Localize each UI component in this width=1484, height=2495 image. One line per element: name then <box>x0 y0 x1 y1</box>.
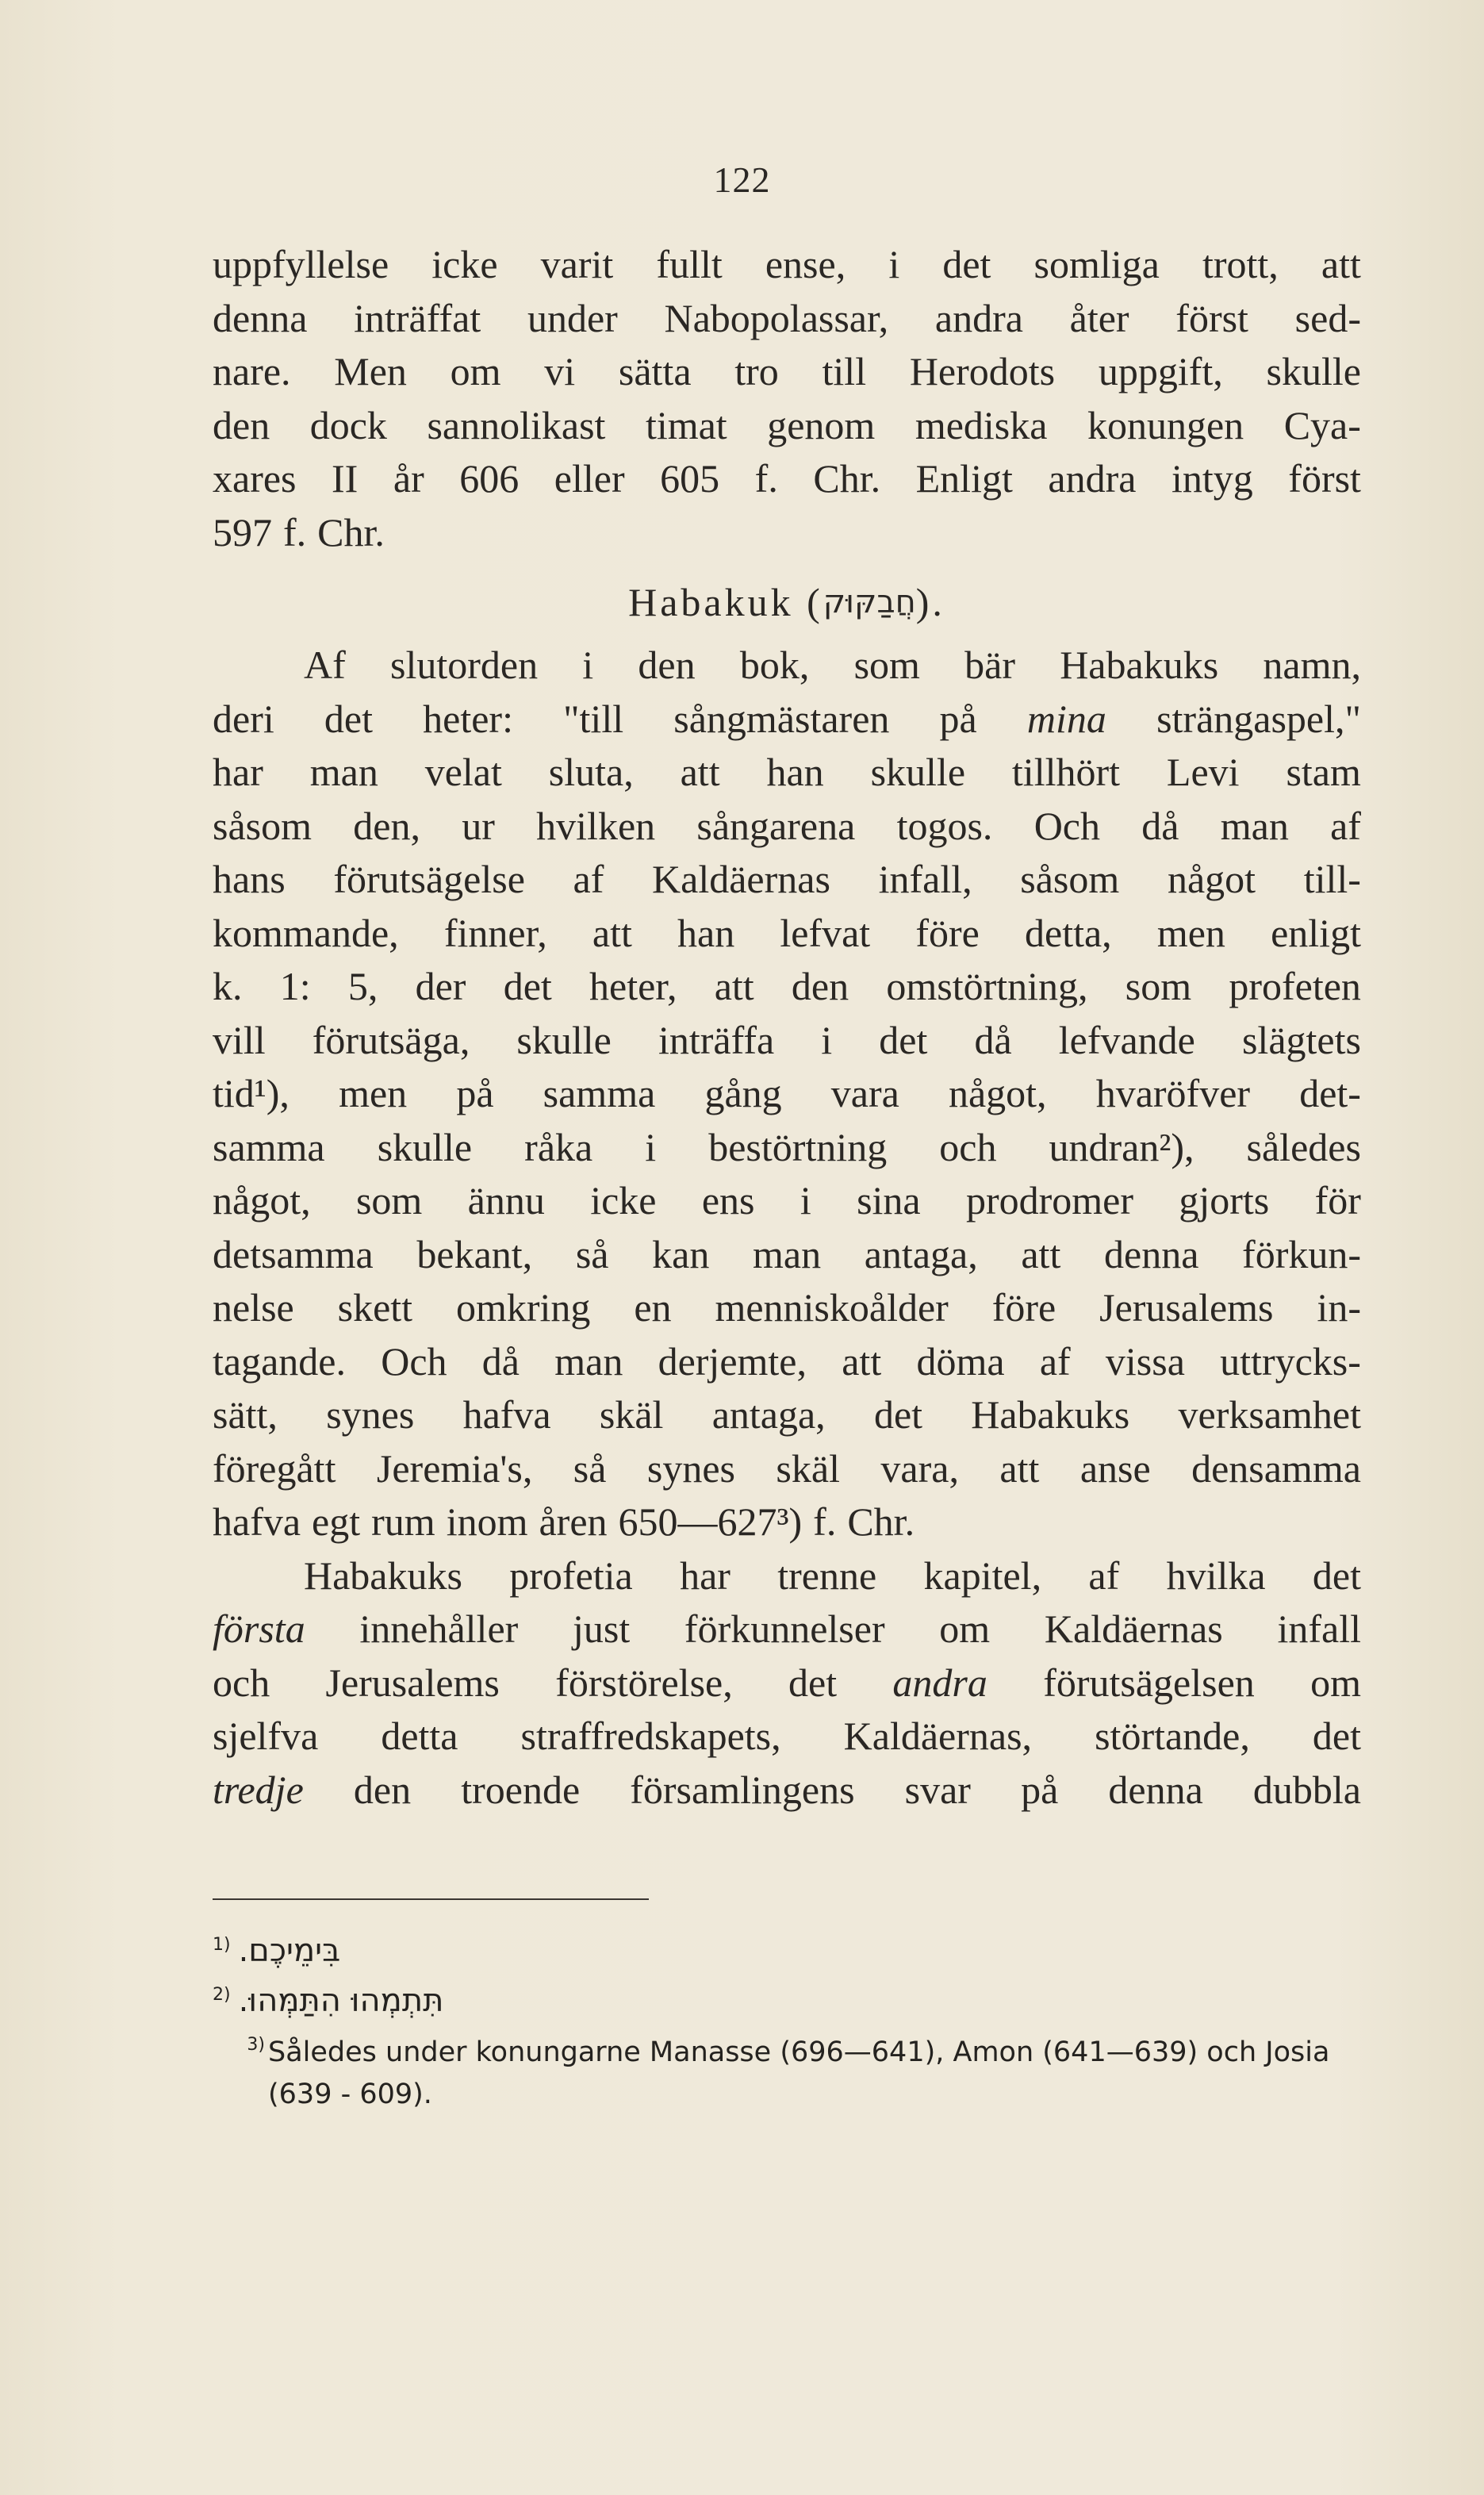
text-line: 597 f. Chr. <box>213 509 385 555</box>
footnote-divider <box>213 1898 649 1900</box>
text-line: uppfyllelse icke varit fullt ense, i det somliga trott, att <box>213 242 1361 286</box>
text-line: och Jerusalems förstörelse, det andra förutsägelsen om <box>213 1660 1361 1705</box>
text-line: sätt, synes hafva skäl antaga, det Habakuks verksamhet <box>213 1392 1361 1437</box>
text-line: Af slutorden i den bok, som bär Habakuks namn, <box>304 643 1361 687</box>
text-line: hafva egt rum inom åren 650—627³) f. Chr. <box>213 1499 915 1544</box>
footnote-marker: 1) <box>213 1935 231 1955</box>
text-line: sjelfva detta straffredskapets, Kaldäernas, störtande, det <box>213 1714 1361 1758</box>
text-line: nelse skett omkring en menniskoålder före Jerusalems in- <box>213 1285 1361 1330</box>
footnote-text: תִּתְמְהוּ הִתַּמְּהוּ. <box>238 1983 444 2019</box>
text-line: hans förutsägelse af Kaldäernas infall, såsom något till- <box>213 857 1361 901</box>
text-line: den dock sannolikast timat genom mediska konungen Cya- <box>213 402 1361 447</box>
paragraph-2 <box>213 639 1361 1549</box>
footnote-marker: 2) <box>213 1985 231 2005</box>
text-line: detsamma bekant, så kan man antaga, att denna förkun- <box>213 1231 1361 1276</box>
footnote-text: בִּימֵיכֶם. <box>238 1933 341 1969</box>
text-line: tredje den troende församlingens svar på denna dubbla <box>213 1767 1361 1812</box>
text-line: första innehåller just förkunnelser om Kaldäernas infall <box>213 1606 1361 1651</box>
text-line: föregått Jeremia's, så synes skäl vara, att anse densamma <box>213 1445 1361 1491</box>
text-line: samma skulle råka i bestörtning och undran²), således <box>213 1124 1361 1169</box>
footnotes <box>213 1924 1361 2116</box>
text-line: något, som ännu icke ens i sina prodromer gjorts för <box>213 1178 1361 1223</box>
footnote-2 <box>213 1974 1361 2024</box>
footnote-3 <box>213 2024 1361 2116</box>
footnote-1 <box>213 1924 1361 1974</box>
text-line: såsom den, ur hvilken sångarena togos. Och då man af <box>213 803 1361 848</box>
text-line: tid¹), men på samma gång vara något, hvaröfver det- <box>213 1071 1361 1115</box>
footnote-text: Således under konungarne Manasse (696—641), Amon (641—639) och Josia (639 - 609). <box>268 2036 1330 2110</box>
footnote-marker: 3) <box>247 2035 265 2055</box>
text-line: nare. Men om vi sätta tro till Herodots uppgift, skulle <box>213 349 1361 393</box>
text-line: tagande. Och då man derjemte, att döma af vissa uttrycks- <box>213 1338 1361 1384</box>
heading-hebrew: חֲבַקּוּק <box>823 583 916 620</box>
text-line: deri det heter: "till sångmästaren på mina strängaspel," <box>213 696 1361 741</box>
paragraph-1 <box>213 238 1361 559</box>
text-line: Habakuks profetia har trenne kapitel, af hvilka det <box>304 1553 1361 1598</box>
text-line: k. 1: 5, der det heter, att den omstörtning, som profeten <box>213 964 1361 1008</box>
heading-title: Habakuk <box>628 579 794 624</box>
text-line: kommande, finner, att han lefvat före detta, men enligt <box>213 910 1361 955</box>
text-line: vill förutsäga, skulle inträffa i det då lefvande slägtets <box>213 1017 1361 1062</box>
text-line: har man velat sluta, att han skulle tillhört Levi stam <box>213 750 1361 794</box>
paragraph-3 <box>213 1549 1361 1818</box>
body-text <box>213 238 1361 1817</box>
text-line: xares II år 606 eller 605 f. Chr. Enligt andra intyg först <box>213 456 1361 501</box>
page-number: 122 <box>713 159 771 200</box>
text-line: denna inträffat under Nabopolassar, andra åter först sed- <box>213 295 1361 340</box>
section-heading: Habakuk ( חֲבַקּוּק ). <box>213 559 1361 639</box>
